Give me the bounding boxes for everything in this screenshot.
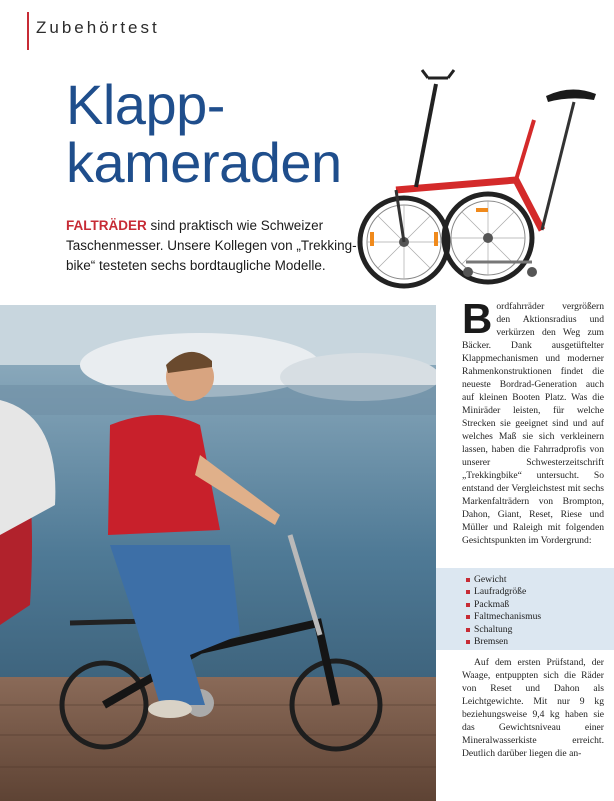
article-dek (66, 216, 366, 276)
headline-line-2: kameraden (66, 131, 342, 194)
article-body (462, 295, 604, 547)
article-photo (0, 305, 436, 801)
article-paragraph-2: Auf dem ersten Prüfstand, der Waage, entpuppten sich die Räder von Reset und Dahon als Leichtgewichte. Mit nur 9 kg beziehungsweise 9,4 kg haben sie das Gewichtsniveau einer Mineralwasserkiste erreicht. Deutlich darüber liegen die an- (462, 657, 604, 759)
criteria-item: Schaltung (466, 624, 614, 636)
criteria-item: Packmaß (466, 599, 614, 611)
section-marker (27, 12, 29, 50)
dropcap: B (462, 295, 493, 342)
article-paragraph-1: ordfahrräder vergrößern den Aktionsradius und verkürzen den Weg zum Bäcker. Dank ausgetüftelter Klappmechanismen und moderner Rahmenkonstruktionen findet die neueste Bordrad-Generation auch auf kleinen Booten Platz. Was die Miniräder leisten, für welche Strecken sie geeignet sind und auf welches Maß sie sich verkleinern lassen, haben die Fahrradprofis von unserer Schwesterzeitschrift „Trekkingbike“ untersucht. So entstand der Vergleichstest mit sechs Markenfalträdern von Brompton, Dahon, Giant, Reset, Riese und Müller und Raleigh mit folgenden Gesichtspunkten im Vordergrund: (462, 301, 604, 546)
dek-text: sind praktisch wie Schweizer Taschenmesser. Unsere Kollegen von „Trekking-bike“ testeten sechs bordtaugliche Modelle. (66, 218, 357, 273)
criteria-item: Laufradgröße (466, 586, 614, 598)
criteria-box (436, 568, 614, 650)
section-label: Zubehörtest (36, 18, 160, 37)
bike-front-wheel (444, 194, 532, 282)
folding-bike-illustration (356, 62, 606, 292)
criteria-item: Gewicht (466, 574, 614, 586)
article-body-continued (462, 656, 604, 760)
criteria-item: Faltmechanismus (466, 611, 614, 623)
dek-keyword: FALTRÄDER (66, 218, 147, 233)
criteria-list (436, 568, 614, 648)
article-headline (66, 73, 342, 194)
criteria-item: Bremsen (466, 636, 614, 648)
headline-line-1: Klapp- (66, 73, 225, 136)
